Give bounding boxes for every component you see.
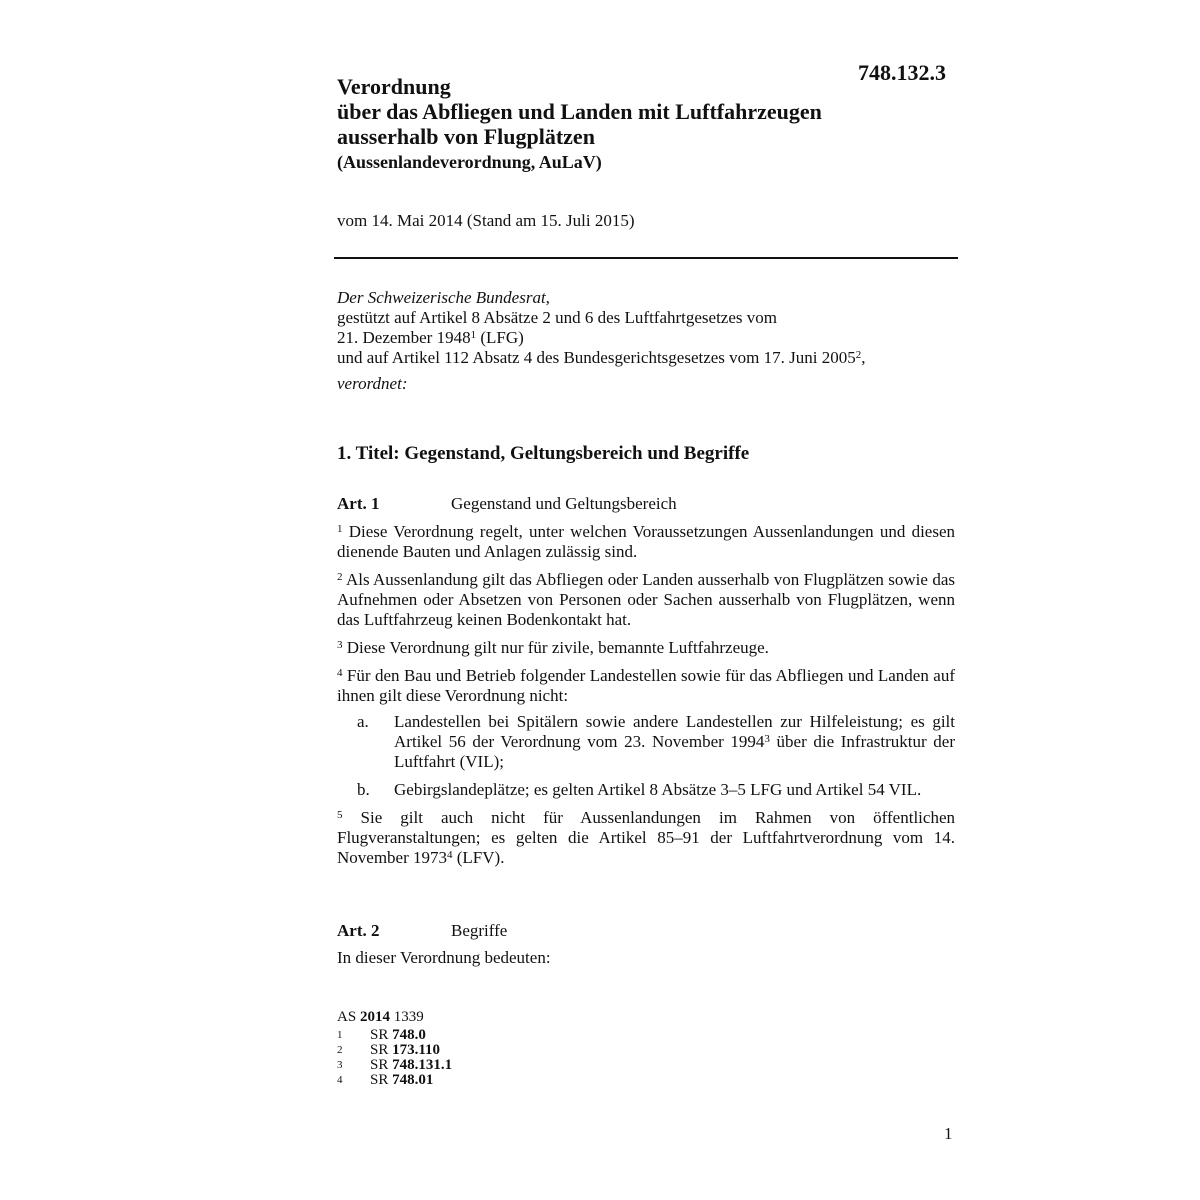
paragraph: $^2$ Als Aussenlandung gilt das Abfliegen oder Landen ausserhalb von Flugplätzen sowie das Aufnehmen oder Absetzen von Personen oder Sachen ausserhalb von Flugplätzen, wenn das Luftfahrzeug keinen Bodenkontakt hat. [337, 570, 955, 629]
list-item: a. Landestellen bei Spitälern sowie andere Landestellen zur Hilfeleistung; es gilt Artikel 56 der Verordnung vom 23. November 1994$^3$ über die Infrastruktur der Luftfahrt (VIL); [357, 712, 955, 771]
article-1 [337, 494, 955, 876]
title-line: Verordnung [337, 74, 451, 99]
article-title: Begriffe [451, 921, 508, 940]
document-subtitle: (Aussenlandeverordnung, AuLaV) [337, 152, 602, 172]
preamble-decree: verordnet: [337, 374, 408, 393]
article-number: Art. 1 [337, 494, 380, 513]
paragraph: $^5$ Sie gilt auch nicht für Aussenlandungen im Rahmen von öffentlichen Flugveranstaltungen; es gelten die Artikel 85–91 der Luftfahrtverordnung vom 14. November 1973$^4$ (LFV). [337, 808, 955, 867]
section-heading: 1. Titel: Gegenstand, Geltungsbereich und Begriffe [337, 443, 750, 464]
footnote: 3 SR 748.131.1 [337, 1057, 453, 1073]
paragraph: $^3$ Diese Verordnung gilt nur für zivile, bemannte Luftfahrzeuge. [337, 638, 769, 657]
footnote-ref: 3 [764, 733, 770, 745]
title-line: ausserhalb von Flugplätzen [337, 124, 595, 149]
footnote: 2 SR 173.110 [337, 1042, 441, 1058]
preamble-line: gestützt auf Artikel 8 Absätze 2 und 6 des Luftfahrtgesetzes vom [337, 308, 777, 327]
document-title [337, 74, 957, 149]
article-number: Art. 2 [337, 921, 380, 940]
header-divider [334, 257, 958, 259]
footnote: 1 SR 748.0 [337, 1027, 426, 1043]
footnote-ref: 4 [447, 849, 453, 861]
article-heading [337, 494, 955, 514]
document-date: vom 14. Mai 2014 (Stand am 15. Juli 2015) [337, 211, 635, 230]
preamble-line: 21. Dezember 1948$^1$ (LFG) [337, 328, 524, 347]
title-line: über das Abfliegen und Landen mit Luftfahrzeugen [337, 99, 822, 124]
paragraph: In dieser Verordnung bedeuten: [337, 948, 551, 967]
preamble [337, 288, 957, 394]
exception-list [337, 712, 955, 800]
document-header [337, 60, 957, 231]
footnotes [337, 1010, 452, 1088]
footnote: 4 SR 748.01 [337, 1072, 434, 1088]
preamble-authority: Der Schweizerische Bundesrat, [337, 288, 550, 307]
article-heading [337, 921, 955, 941]
article-2 [337, 921, 955, 968]
page-number: 1 [944, 1124, 953, 1143]
sr-number: 748.132.3 [858, 60, 946, 85]
list-item: b. Gebirgslandeplätze; es gelten Artikel 8 Absätze 3–5 LFG und Artikel 54 VIL. [357, 780, 922, 799]
paragraph: $^4$ Für den Bau und Betrieb folgender Landestellen sowie für das Abfliegen und Landen auf ihnen gilt diese Verordnung nicht: [337, 666, 955, 705]
article-title: Gegenstand und Geltungsbereich [451, 494, 677, 513]
footnote-ref: 1 [470, 329, 477, 341]
official-collection-ref: AS 2014 1339 [337, 1009, 424, 1025]
footnote-ref: 2 [855, 349, 862, 361]
paragraph: $^1$ Diese Verordnung regelt, unter welchen Voraussetzungen Aussenlandungen und diesen dienende Bauten und Anlagen zulässig sind. [337, 522, 955, 561]
preamble-line: und auf Artikel 112 Absatz 4 des Bundesgerichtsgesetzes vom 17. Juni 2005$^2$, [337, 348, 866, 367]
